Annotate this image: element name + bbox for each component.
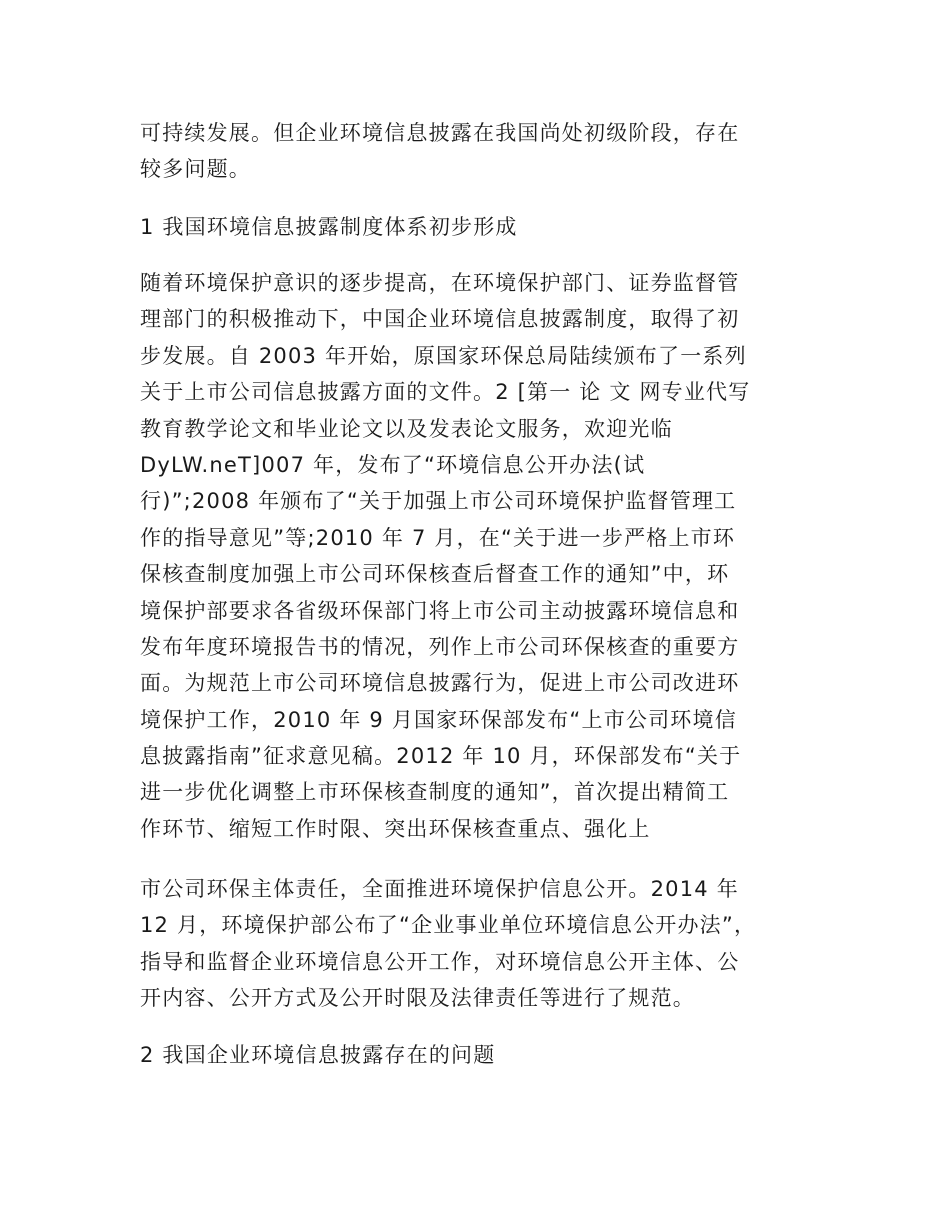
text-line: 随着环境保护意识的逐步提高，在环境保护部门、证券监督管 xyxy=(140,271,740,295)
text-line: 12 月，环境保护部公布了“企业事业单位环境信息公开办法”， xyxy=(140,913,757,938)
text-line: 关于上市公司信息披露方面的文件。2 [第一 论 文 网专业代写 xyxy=(140,380,751,405)
text-line: 息披露指南”征求意见稿。2012 年 10 月，环保部发布“关于 xyxy=(140,744,742,769)
text-line: 步发展。自 2003 年开始，原国家环保总局陆续颁布了一系列 xyxy=(140,343,747,368)
text-line: 指导和监督企业环境信息公开工作，对环境信息公开主体、公 xyxy=(140,949,740,974)
text-line: 可持续发展。但企业环境信息披露在我国尚处初级阶段，存在 xyxy=(140,121,740,145)
section-heading-1 xyxy=(140,209,830,245)
paragraph-disclosure-2014 xyxy=(140,871,830,1017)
text-line: 保核查制度加强上市公司环保核查后督查工作的通知”中，环 xyxy=(140,562,730,587)
text-line: 行)”;2008 年颁布了“关于加强上市公司环境保护监督管理工 xyxy=(140,489,737,514)
text-line: 较多问题。 xyxy=(140,157,251,182)
paragraph-intro-continuation xyxy=(140,115,830,188)
text-line: 境保护部要求各省级环保部门将上市公司主动披露环境信息和 xyxy=(140,598,740,623)
text-line: 理部门的积极推动下，中国企业环境信息披露制度，取得了初 xyxy=(140,307,740,332)
text-line: 境保护工作，2010 年 9 月国家环保部发布“上市公司环境信 xyxy=(140,707,737,732)
text-line: 市公司环保主体责任，全面推进环境保护信息公开。2014 年 xyxy=(140,877,739,901)
text-line: 作环节、缩短工作时限、突出环保核查重点、强化上 xyxy=(140,816,651,841)
text-line: 作的指导意见”等;2010 年 7 月，在“关于进一步严格上市环 xyxy=(140,525,736,550)
text-line: 进一步优化调整上市环保核查制度的通知”，首次提出精简工 xyxy=(140,780,730,805)
text-line: 发布年度环境报告书的情况，列作上市公司环保核查的重要方 xyxy=(140,634,740,659)
paragraph-disclosure-history xyxy=(140,265,830,847)
heading-text: 2 我国企业环境信息披露存在的问题 xyxy=(140,1043,496,1067)
text-line: 开内容、公开方式及公开时限及法律责任等进行了规范。 xyxy=(140,986,695,1011)
section-heading-2 xyxy=(140,1037,830,1073)
heading-text: 1 我国环境信息披露制度体系初步形成 xyxy=(140,215,518,239)
text-line: DyLW.neT]007 年，发布了“环境信息公开办法(试 xyxy=(140,452,646,477)
text-line: 面。为规范上市公司环境信息披露行为，促进上市公司改进环 xyxy=(140,671,740,696)
text-line: 教育教学论文和毕业论文以及发表论文服务，欢迎光临 xyxy=(140,416,673,441)
